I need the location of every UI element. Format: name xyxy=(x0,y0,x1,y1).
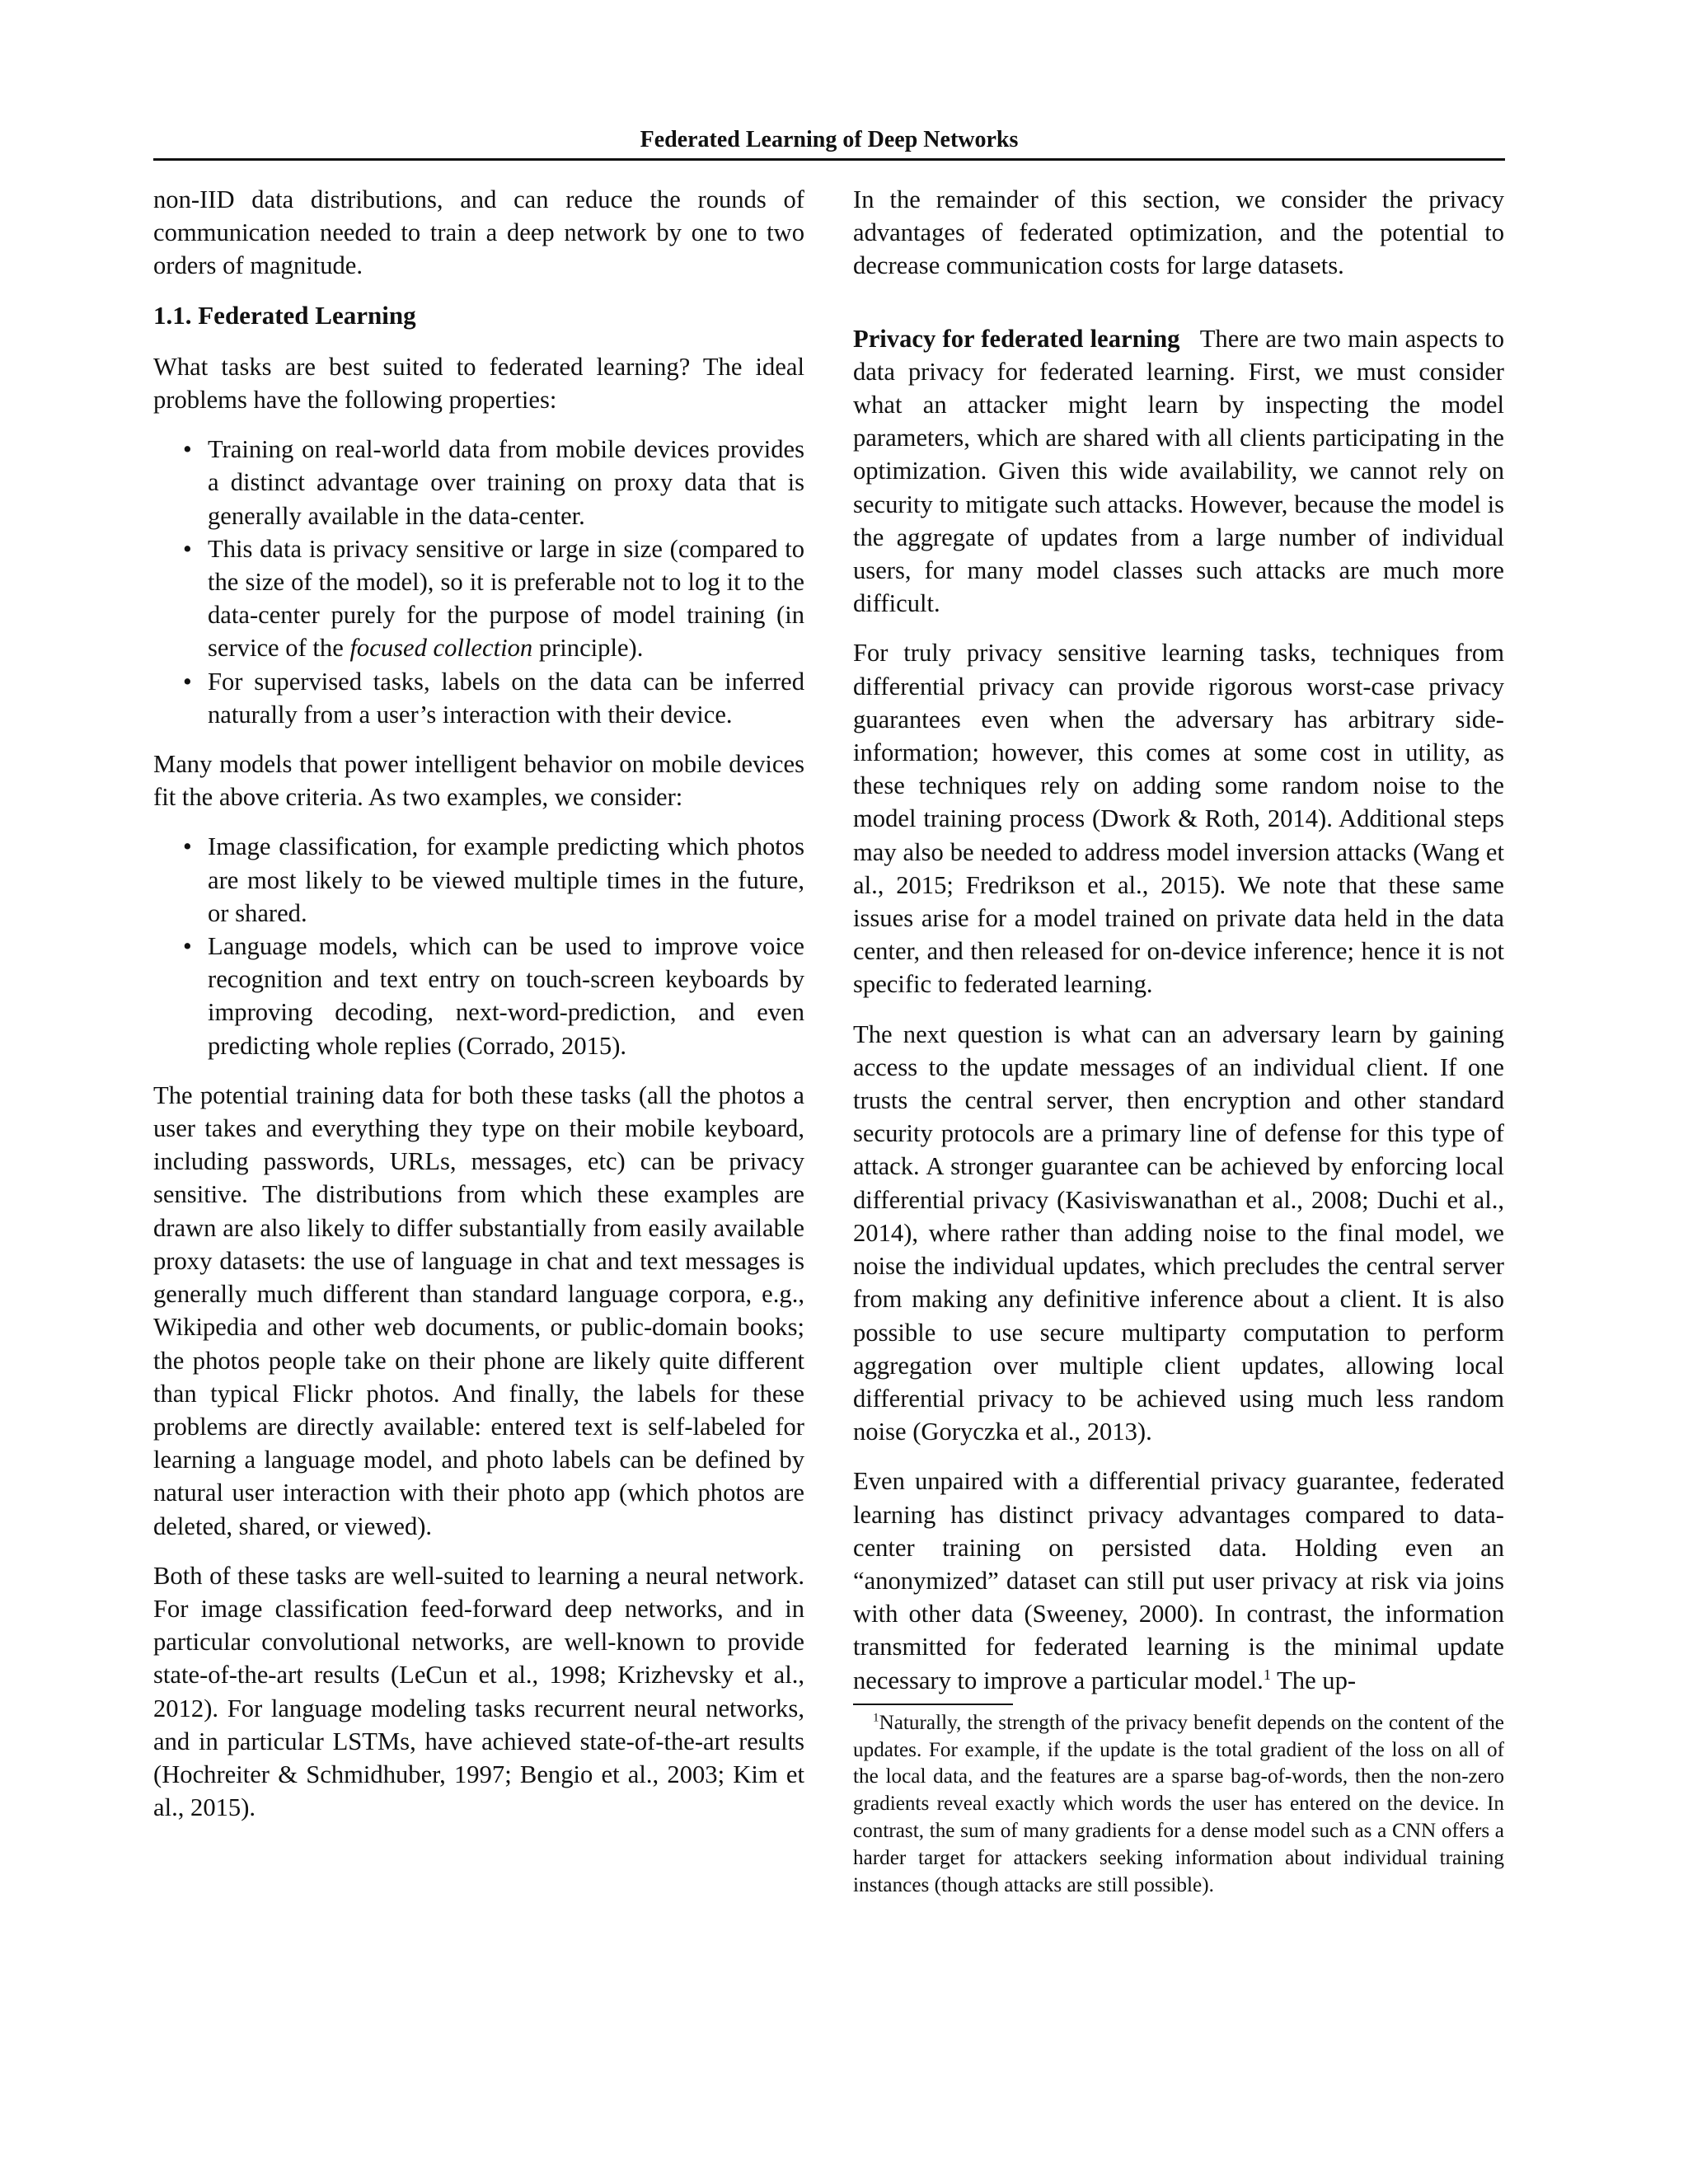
footnote xyxy=(853,1710,1504,1900)
examples-list xyxy=(153,830,804,1062)
paragraph-differential-privacy: For truly privacy sensitive learning tasks, techniques from differential privacy can provide rigorous worst-case privacy guarantees even when the adversary has arbitrary side-information; however, this comes at some cost in utility, as these techniques rely on adding some random noise to the model training process (Dwork & Roth, 2014). Additional steps may also be needed to address model inversion attacks (Wang et al., 2015; Fredrikson et al., 2015). We note that these same issues arise for a model trained on private data held in the data center, and then released for on-device inference; hence it is not specific to federated learning. xyxy=(853,639,1504,999)
paragraph-privacy xyxy=(853,322,1504,621)
right-column xyxy=(853,183,1504,1899)
paragraph-adversary: The next question is what can an adversary learn by gaining access to the update messages of an individual client. If one trusts the central server, then encryption and other standard security protocols are a primary line of defense for this type of attack. A stronger guarantee can be achieved by enforcing local differential privacy (Kasiviswanathan et al., 2008; Duchi et al., 2014), where rather than adding noise to the final model, we noise the individual updates, which precludes the central server from making any definitive inference about a client. It is also possible to use secure multiparty computation to perform aggregation over multiple client updates, allowing local differential privacy to be achieved using much less random noise (Goryczka et al., 2013). xyxy=(853,1019,1504,1446)
paragraph-tasks-intro: What tasks are best suited to federated learning? The ideal problems have the following properties: xyxy=(153,352,804,415)
properties-list xyxy=(153,433,804,731)
list-item-text: This data is privacy sensitive or large in size (compared to the size of the model), so it is preferable not to log it to the data-center purely for the purpose of model training (in service of the xyxy=(208,534,804,663)
paragraph-remainder: In the remainder of this section, we consider the privacy advantages of federated optimization, and the potential to decrease communication costs for large datasets. xyxy=(853,185,1504,280)
list-item: • Language models, which can be used to improve voice recognition and text entry on touch-screen keyboards by improving decoding, next-word-prediction, and even predicting whole replies (Corrado, 2015). xyxy=(153,930,804,1062)
list-item: • Image classification, for example predicting which photos are most likely to be viewed multiple times in the future, or shared. xyxy=(153,830,804,930)
paragraph-text: There are two main aspects to data privacy for federated learning. First, we must consider what an attacker might learn by inspecting the model parameters, which are shared with all clients participating in the optimization. Given this wide availability, we cannot rely on security to mitigate such attacks. However, because the model is the aggregate of updates from a large number of individual users, for many model classes such attacks are much more difficult. xyxy=(853,324,1504,618)
paragraph-unpaired xyxy=(853,1465,1504,1696)
footnote-mark: 1 xyxy=(873,1711,879,1725)
paragraph-text: Even unpaired with a differential privacy guarantee, federated learning has distinct privacy advantages compared to data-center training on persisted data. Holding even an “anonymized” dataset can still put user privacy at risk via joins with other data (Sweeney, 2000). In contrast, the information transmitted for federated learning is the minimal update necessary to improve a particular model. xyxy=(853,1467,1504,1694)
header-rule xyxy=(153,158,1505,161)
list-item xyxy=(153,532,804,665)
list-item-text: principle). xyxy=(532,634,644,663)
footnote-text: Naturally, the strength of the privacy benefit depends on the content of the updates. For example, if the update is the total gradient of the loss on all of the local data, and the features are a sparse bag-of-words, then the non-zero gradients reveal exactly which words the user has entered on the device. In contrast, the sum of many gradients for a dense model such as a CNN offers a harder target for attackers seeking information about individual training instances (though attacks are still possible). xyxy=(853,1711,1504,1896)
running-header: Federated Learning of Deep Networks xyxy=(640,127,1019,152)
left-column xyxy=(153,183,804,1840)
footnote-rule xyxy=(853,1704,1013,1705)
paragraph-training-data: The potential training data for both these tasks (all the photos a user takes and everything they type on their mobile keyboard, including passwords, URLs, messages, etc) can be privacy sensitive. The distributions from which these examples are drawn are also likely to differ substantially from easily available proxy datasets: the use of language in chat and text messages is generally much different than standard language corpora, e.g., Wikipedia and other web documents, or public-domain books; the photos people take on their phone are likely quite different than typical Flickr photos. And finally, the labels for these problems are directly available: entered text is self-labeled for learning a language model, and photo labels can be defined by natural user interaction with their photo app (which photos are deleted, shared, or viewed). xyxy=(153,1080,804,1540)
list-item: • For supervised tasks, labels on the data can be inferred naturally from a user’s interaction with their device. xyxy=(153,665,804,731)
paragraph-continuation: non-IID data distributions, and can reduce the rounds of communication needed to train a deep network by one to two orders of magnitude. xyxy=(153,185,804,280)
paragraph-neural-network: Both of these tasks are well-suited to learning a neural network. For image classification feed-forward deep networks, and in particular convolutional networks, are well-known to provide state-of-the-art results (LeCun et al., 1998; Krizhevsky et al., 2012). For language modeling tasks recurrent neural networks, and in particular LSTMs, have achieved state-of-the-art results (Hochreiter & Schmidhuber, 1997; Bengio et al., 2003; Kim et al., 2015). xyxy=(153,1561,804,1822)
emphasis-text: focused collection xyxy=(349,634,533,663)
paragraph-examples-intro: Many models that power intelligent behavior on mobile devices fit the above criteria. As two examples, we consider: xyxy=(153,750,804,812)
run-in-heading: Privacy for federated learning xyxy=(853,324,1180,353)
list-item: • Training on real-world data from mobile devices provides a distinct advantage over training on proxy data that is generally available in the data-center. xyxy=(153,433,804,532)
section-heading: 1.1. Federated Learning xyxy=(153,300,416,330)
footnote-reference: 1 xyxy=(1263,1666,1271,1683)
paragraph-text: The up- xyxy=(1271,1666,1357,1694)
